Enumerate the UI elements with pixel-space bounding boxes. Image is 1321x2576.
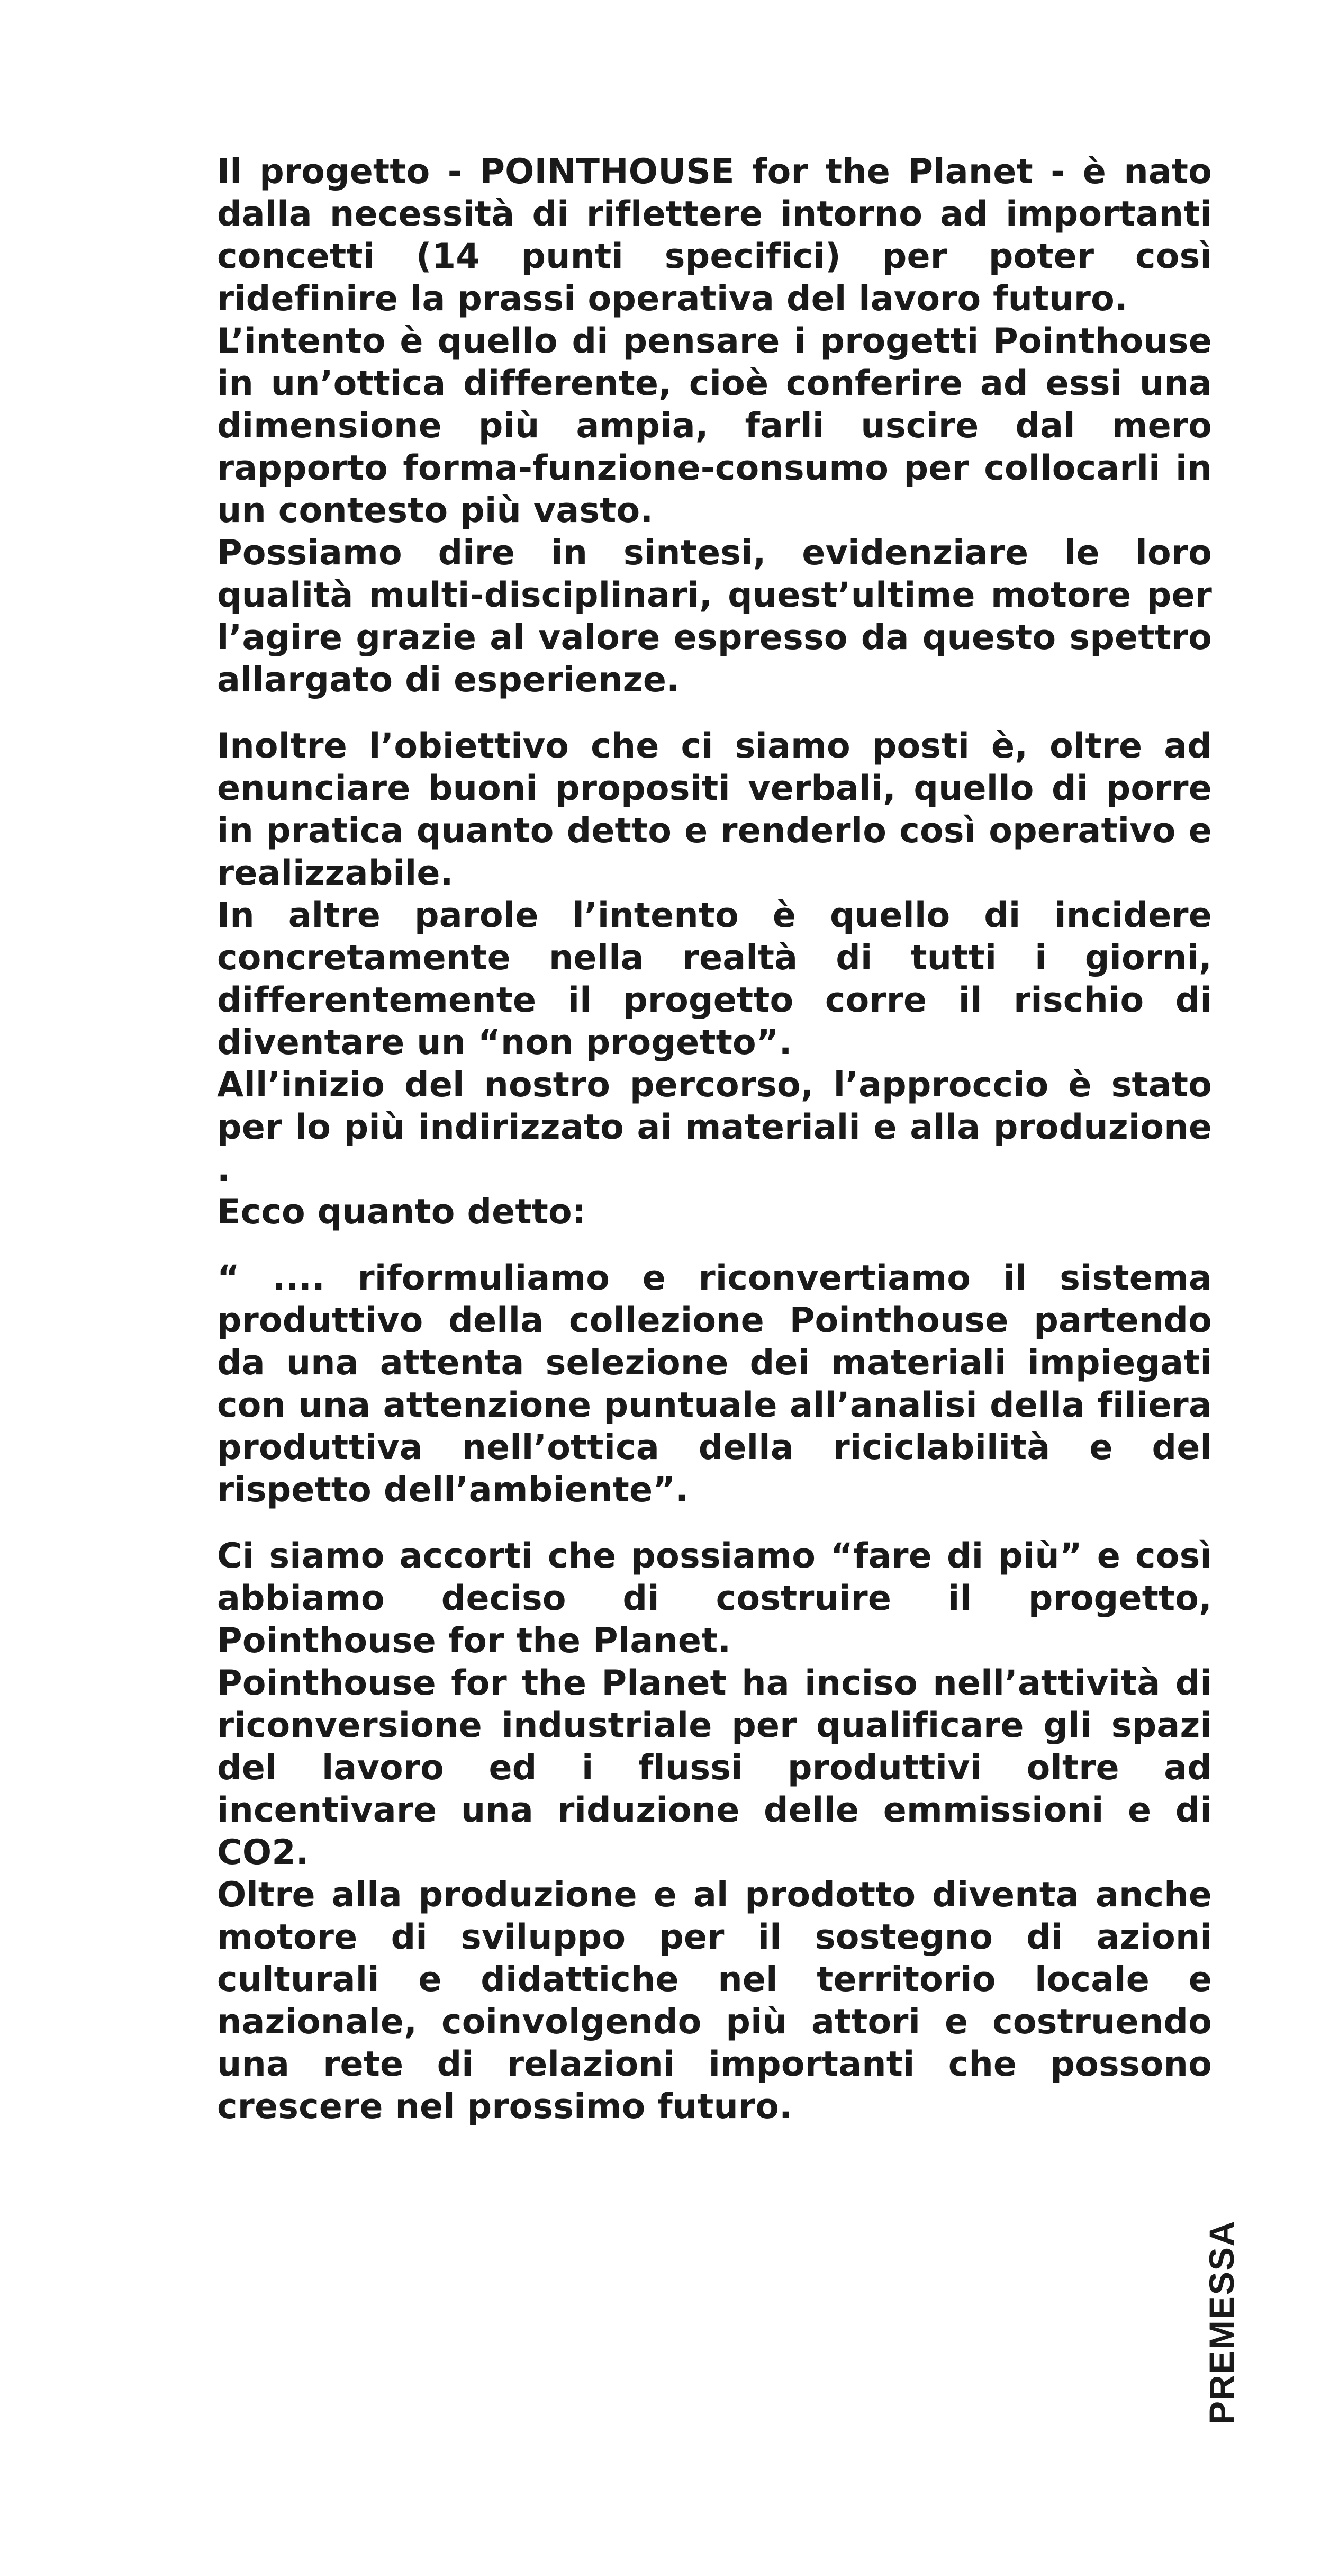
paragraph: In altre parole l’intento è quello di incidere concretamente nella realtà di tutti i giorni, differentemente il progetto corre il rischio di diventare un “non progetto”. — [217, 896, 1212, 1062]
paragraph: Pointhouse for the Planet ha inciso nell’attività di riconversione industriale per qualificare gli spazi del lavoro ed i flussi produttivi oltre ad incentivare una riduzione delle emmissioni e di CO2. — [217, 1663, 1212, 1872]
paragraph: Ci siamo accorti che possiamo “fare di più” e così abbiamo deciso di costruire il progetto, Pointhouse for the Planet. — [217, 1536, 1212, 1661]
section-label: PREMESSA — [1202, 2220, 1241, 2425]
text-block-2 — [217, 725, 1212, 1233]
block-spacer — [217, 1511, 1212, 1535]
quote-paragraph: “ .... riformuliamo e riconvertiamo il sistema produttivo della collezione Pointhouse partendo da una attenta selezione dei materiali impiegati con una attenzione puntuale all’analisi della filiera produttiva nell’ottica della riciclabilità e del rispetto dell’ambiente”. — [217, 1258, 1212, 1510]
paragraph: All’inizio del nostro percorso, l’approccio è stato per lo più indirizzato ai materiali e alla produzione . — [217, 1065, 1212, 1190]
paragraph: Oltre alla produzione e al prodotto diventa anche motore di sviluppo per il sostegno di azioni culturali e didattiche nel territorio locale e nazionale, coinvolgendo più attori e costruendo una rete di relazioni importanti che possono crescere nel prossimo futuro. — [217, 1875, 1212, 2127]
block-spacer — [217, 1233, 1212, 1257]
text-block-1 — [217, 151, 1212, 701]
body-text — [217, 151, 1212, 2128]
paragraph: Possiamo dire in sintesi, evidenziare le loro qualità multi-disciplinari, quest’ultime motore per l’agire grazie al valore espresso da questo spettro allargato di esperienze. — [217, 533, 1212, 700]
paragraph: Ecco quanto detto: — [217, 1192, 586, 1232]
paragraph: Il progetto - POINTHOUSE for the Planet - è nato dalla necessità di riflettere intorno ad importanti concetti (14 punti specifici) per poter così ridefinire la prassi operativa del lavoro futuro. — [217, 152, 1212, 319]
quote-block — [217, 1257, 1212, 1511]
paragraph: Inoltre l’obiettivo che ci siamo posti è, oltre ad enunciare buoni propositi verbali, quello di porre in pratica quanto detto e renderlo così operativo e realizzabile. — [217, 726, 1212, 893]
block-spacer — [217, 701, 1212, 725]
text-block-4 — [217, 1535, 1212, 2128]
paragraph: L’intento è quello di pensare i progetti Pointhouse in un’ottica differente, cioè conferire ad essi una dimensione più ampia, farli uscire dal mero rapporto forma-funzione-consumo per collocarli in un contesto più vasto. — [217, 321, 1212, 530]
